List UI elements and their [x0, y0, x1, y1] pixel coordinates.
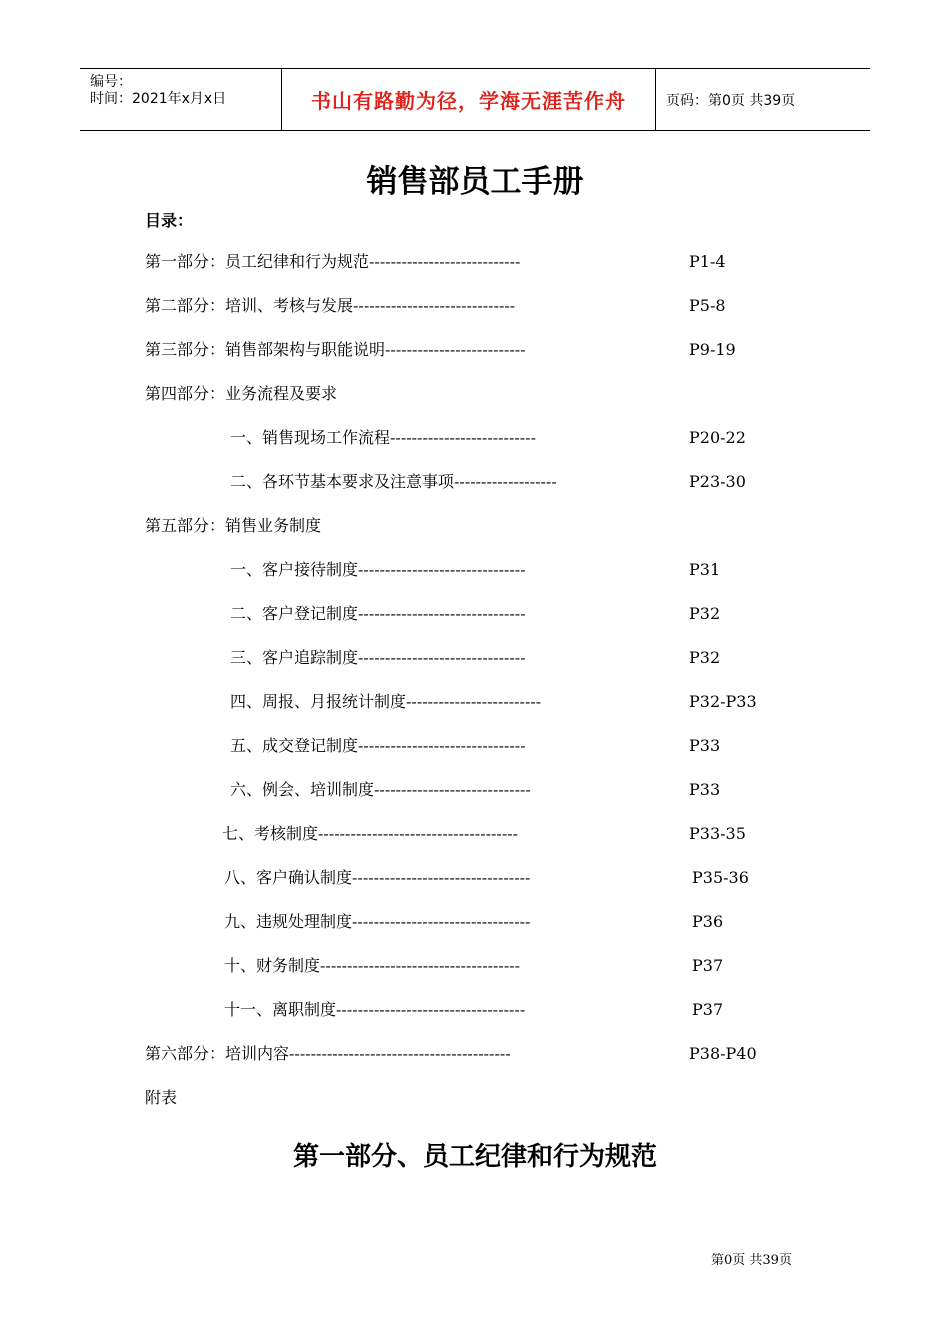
- toc-entry-text: 七、考核制度: [222, 824, 319, 843]
- toc-entry-text: 九、违规处理制度: [224, 912, 353, 931]
- toc-entry: [230, 734, 670, 758]
- toc-label: 目录：: [145, 211, 194, 230]
- toc-page-number: P33: [689, 780, 721, 799]
- section-heading: 第一部分、员工纪律和行为规范: [292, 1142, 657, 1172]
- toc-entry-text: 一、销售现场工作流程: [230, 428, 391, 447]
- toc-entry: [230, 646, 670, 670]
- page-footer: 第0页 共39页: [711, 1253, 792, 1268]
- toc-leader: -------------------------------: [358, 560, 526, 579]
- toc-page-number: P23-30: [689, 472, 746, 491]
- toc-leader: -------------------------------: [358, 736, 526, 755]
- toc-page-number: P33: [689, 736, 721, 755]
- toc-entry-text: 四、周报、月报统计制度: [230, 692, 407, 711]
- toc-entry: [145, 338, 670, 362]
- header-page-info-cell: [656, 69, 870, 130]
- header-motto: 书山有路勤为径，学海无涯苦作舟: [311, 89, 626, 113]
- toc-leader: -------------------------------------: [318, 824, 519, 843]
- toc-entry: [145, 250, 670, 274]
- toc-page-number: P1-4: [689, 252, 726, 271]
- toc-page-number: P36: [692, 912, 724, 931]
- document-title: 销售部员工手册: [366, 164, 584, 200]
- toc-page-number: P9-19: [689, 340, 736, 359]
- toc-leader: -----------------------------------------: [289, 1044, 511, 1063]
- toc-entry: [224, 866, 670, 890]
- toc-section: [145, 514, 321, 538]
- toc-page-number: P32-P33: [689, 692, 757, 711]
- toc-leader: ------------------------------: [353, 296, 516, 315]
- toc-entry: [145, 1042, 670, 1066]
- toc-entry-text: 二、各环节基本要求及注意事项: [230, 472, 455, 491]
- toc-leader: -------------------------------------: [320, 956, 521, 975]
- toc-page-number: P38-P40: [689, 1044, 757, 1063]
- toc-entry: [224, 998, 670, 1022]
- toc-page-number: P37: [692, 1000, 724, 1019]
- toc-entry-text: 第三部分：销售部架构与职能说明: [145, 340, 386, 359]
- toc-entry: [224, 954, 670, 978]
- toc-entry-text: 第五部分：销售业务制度: [145, 516, 322, 535]
- toc-entry: [230, 470, 670, 494]
- toc-leader: -------------------------------: [358, 648, 526, 667]
- toc-entry: [230, 778, 670, 802]
- header-meta: [80, 69, 282, 130]
- toc-leader: -------------------------------: [358, 604, 526, 623]
- toc-leader: ---------------------------: [390, 428, 536, 447]
- header-page-info: 页码：第0页 共39页: [666, 92, 796, 109]
- toc-page-number: P5-8: [689, 296, 726, 315]
- toc-entry-text: 第二部分：培训、考核与发展: [145, 296, 354, 315]
- toc-leader: ---------------------------------: [352, 868, 531, 887]
- toc-entry-text: 八、客户确认制度: [224, 868, 353, 887]
- toc-section: [145, 382, 337, 406]
- toc-page-number: P31: [689, 560, 721, 579]
- toc-entry: [230, 558, 670, 582]
- toc-leader: -----------------------------------: [336, 1000, 526, 1019]
- toc-entry-text: 第一部分：员工纪律和行为规范: [145, 252, 370, 271]
- toc-page-number: P32: [689, 648, 721, 667]
- toc-entry-text: 十一、离职制度: [224, 1000, 337, 1019]
- toc-entry-text: 附表: [145, 1088, 178, 1107]
- header-motto-cell: [282, 69, 656, 130]
- toc-leader: -------------------: [454, 472, 557, 491]
- toc-entry-text: 六、例会、培训制度: [230, 780, 375, 799]
- toc-leader: ---------------------------------: [352, 912, 531, 931]
- doc-time-label: 时间：2021年x月x日: [90, 91, 227, 107]
- toc-leader: -----------------------------: [374, 780, 531, 799]
- page-header: [80, 68, 870, 131]
- toc-entry: [145, 294, 670, 318]
- toc-entry-text: 一、客户接待制度: [230, 560, 359, 579]
- toc-entry-text: 第六部分：培训内容: [145, 1044, 290, 1063]
- toc-entry-text: 十、财务制度: [224, 956, 321, 975]
- toc-leader: ----------------------------: [369, 252, 521, 271]
- toc-leader: -------------------------: [406, 692, 542, 711]
- toc-entry: [222, 822, 670, 846]
- toc-entry-text: 二、客户登记制度: [230, 604, 359, 623]
- toc-entry: [230, 426, 670, 450]
- toc-leader: --------------------------: [385, 340, 526, 359]
- toc-entry: [230, 690, 670, 714]
- toc-entry-text: 第四部分：业务流程及要求: [145, 384, 338, 403]
- toc-page-number: P20-22: [689, 428, 746, 447]
- toc-page-number: P32: [689, 604, 721, 623]
- toc-entry: [230, 602, 670, 626]
- toc-page-number: P35-36: [692, 868, 749, 887]
- toc-entry-text: 五、成交登记制度: [230, 736, 359, 755]
- toc-section: [145, 1086, 177, 1110]
- doc-number-label: 编号：: [90, 74, 132, 90]
- toc-page-number: P37: [692, 956, 724, 975]
- toc-entry-text: 三、客户追踪制度: [230, 648, 359, 667]
- toc-entry: [224, 910, 670, 934]
- toc-page-number: P33-35: [689, 824, 746, 843]
